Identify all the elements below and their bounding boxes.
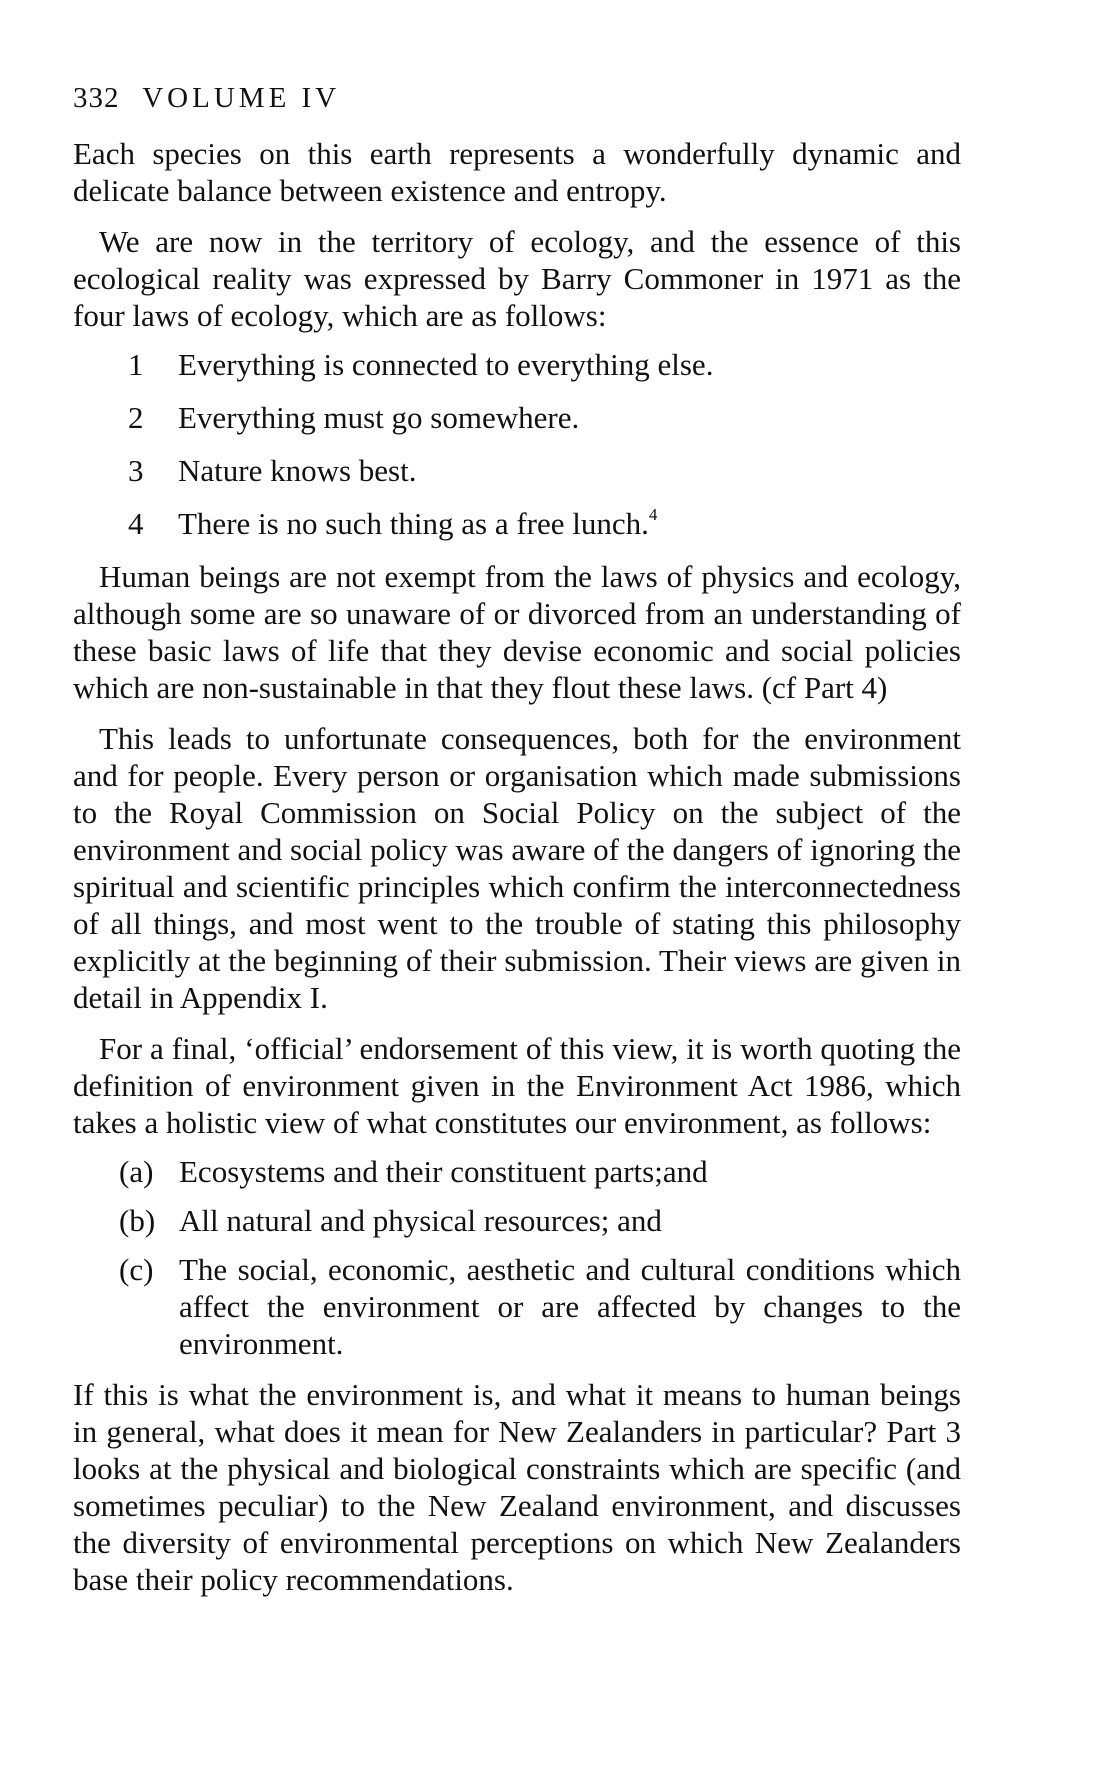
paragraph-ecology-intro: We are now in the territory of ecology, and the essence of this ecological reality was expressed by Barry Commoner in 1971 as the four laws of ecology, which are as follows: xyxy=(73,224,961,333)
list-item-text: Everything is connected to everything else. xyxy=(178,347,714,382)
running-head xyxy=(73,80,961,117)
list-item-number: 2 xyxy=(128,400,144,435)
list-item xyxy=(73,452,961,489)
list-item-text: There is no such thing as a free lunch. xyxy=(178,506,649,541)
list-item xyxy=(73,1251,961,1362)
list-item-number: 4 xyxy=(128,506,144,541)
list-item-label: (a) xyxy=(119,1154,154,1189)
volume-title: VOLUME IV xyxy=(142,82,341,114)
environment-definition-list xyxy=(73,1153,961,1362)
paragraph-human-beings: Human beings are not exempt from the laws of physics and ecology, although some are so unaware of or divorced from an understanding of these basic laws of life that they devise economic and social policies which are non-sustainable in that they flout these laws. (cf Part 4) xyxy=(73,559,961,705)
list-item xyxy=(73,399,961,436)
list-item xyxy=(73,505,961,542)
paragraph-consequences: This leads to unfortunate consequences, both for the environment and for people. Every person or organisation which made submissions to the Royal Commission on Social Policy on the subject of the environment and social policy was aware of the dangers of ignoring the spiritual and scientific principles which confirm the interconnectedness of all things, and most went to the trouble of stating this philosophy explicitly at the beginning of their submission. Their views are given in detail in Appendix I. xyxy=(73,721,961,1015)
paragraph-new-zealanders: If this is what the environment is, and what it means to human beings in general, what does it mean for New Zealanders in particular? Part 3 looks at the physical and biological constraints which are specific (and sometimes peculiar) to the New Zealand environment, and discusses the diversity of environmental perceptions on which New Zealanders base their policy recommendations. xyxy=(73,1377,961,1597)
list-item-number: 3 xyxy=(128,453,144,488)
laws-of-ecology-list xyxy=(73,346,961,542)
paragraph-species: Each species on this earth represents a wonderfully dynamic and delicate balance between existence and entropy. xyxy=(73,136,961,208)
list-item-text: Everything must go somewhere. xyxy=(178,400,580,435)
list-item-number: 1 xyxy=(128,347,144,382)
list-item-text: Ecosystems and their constituent parts;and xyxy=(179,1154,708,1189)
list-item-label: (c) xyxy=(119,1252,154,1287)
list-item-text: All natural and physical resources; and xyxy=(179,1203,662,1238)
list-item xyxy=(73,1202,961,1239)
paragraph-official-endorsement: For a final, ‘official’ endorsement of this view, it is worth quoting the definition of environment given in the Environment Act 1986, which takes a holistic view of what constitutes our environment, as follows: xyxy=(73,1031,961,1140)
list-item xyxy=(73,346,961,383)
list-item-label: (b) xyxy=(119,1203,156,1238)
footnote-marker: 4 xyxy=(648,505,658,524)
list-item-text: The social, economic, aesthetic and cultural conditions which affect the environment or are affected by changes to the environment. xyxy=(179,1252,961,1361)
list-item xyxy=(73,1153,961,1190)
page-number: 332 xyxy=(73,82,120,114)
list-item-text: Nature knows best. xyxy=(178,453,417,488)
book-page xyxy=(73,80,961,1598)
